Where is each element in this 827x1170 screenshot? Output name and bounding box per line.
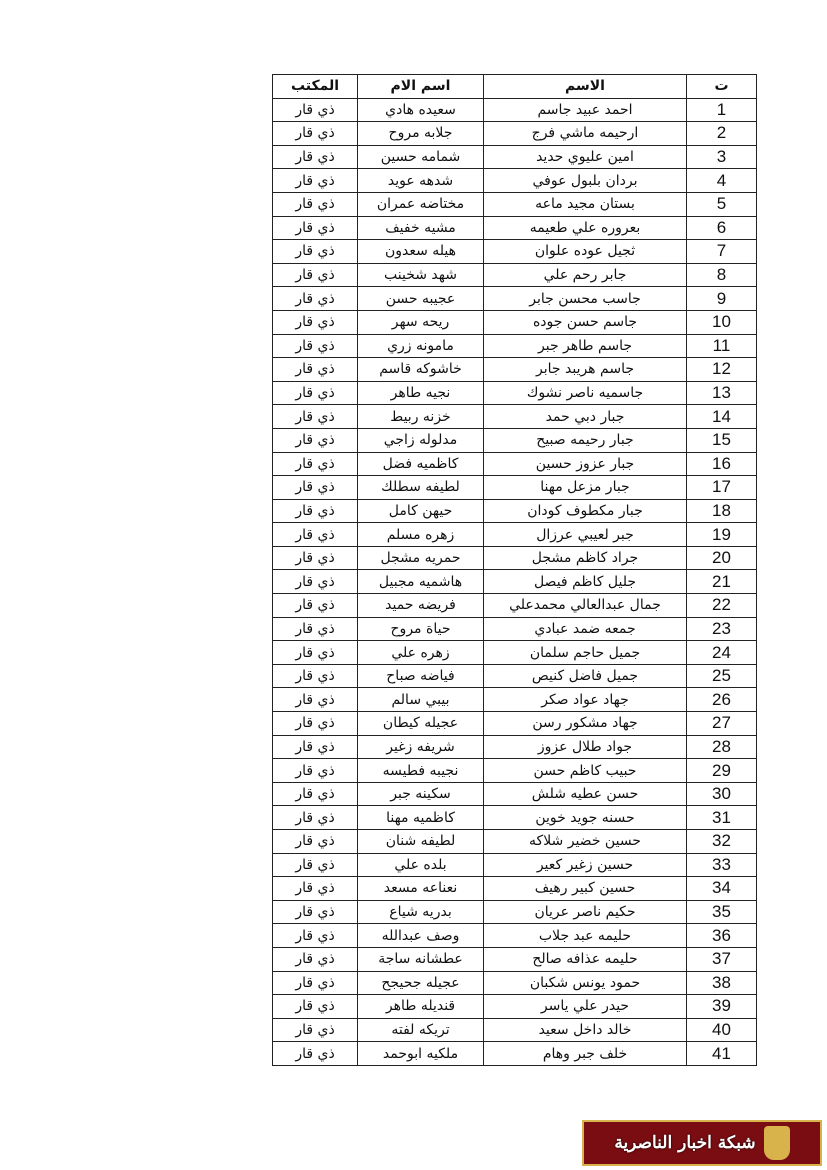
table-row: [273, 216, 757, 240]
cell-name: خلف جبر وهام: [484, 1042, 687, 1066]
cell-office: ذي قار: [273, 334, 358, 358]
cell-office: ذي قار: [273, 499, 358, 523]
cell-name: حسين خضير شلاكه: [484, 830, 687, 854]
cell-office: ذي قار: [273, 523, 358, 547]
cell-name: حمود يونس شكبان: [484, 971, 687, 995]
cell-office: ذي قار: [273, 900, 358, 924]
cell-num: 37: [687, 947, 757, 971]
table-row: [273, 476, 757, 500]
cell-num: 34: [687, 877, 757, 901]
table-row: [273, 995, 757, 1019]
table-row: [273, 381, 757, 405]
cell-name: جواد طلال عزوز: [484, 735, 687, 759]
cell-name: حسنه جويد خوين: [484, 806, 687, 830]
cell-office: ذي قار: [273, 924, 358, 948]
cell-mother: جلابه مروح: [358, 122, 484, 146]
cell-name: جاسم هريبد جابر: [484, 358, 687, 382]
cell-office: ذي قار: [273, 122, 358, 146]
cell-num: 21: [687, 570, 757, 594]
table-row: [273, 877, 757, 901]
cell-num: 26: [687, 688, 757, 712]
cell-num: 5: [687, 192, 757, 216]
cell-mother: بلده علي: [358, 853, 484, 877]
cell-office: ذي قار: [273, 830, 358, 854]
cell-mother: ريحه سهر: [358, 310, 484, 334]
cell-mother: زهره علي: [358, 641, 484, 665]
cell-name: جميل فاضل كنيص: [484, 664, 687, 688]
table-row: [273, 1042, 757, 1066]
cell-mother: خزنه ربيط: [358, 405, 484, 429]
table-row: [273, 594, 757, 618]
table-row: [273, 947, 757, 971]
cell-name: جميل حاجم سلمان: [484, 641, 687, 665]
cell-mother: مشيه خفيف: [358, 216, 484, 240]
cell-name: جمعه ضمد عبادي: [484, 617, 687, 641]
table-row: [273, 664, 757, 688]
cell-name: بعروره علي طعيمه: [484, 216, 687, 240]
cell-name: جاسميه ناصر نشوك: [484, 381, 687, 405]
cell-mother: سكينه جبر: [358, 782, 484, 806]
cell-mother: كاظميه مهنا: [358, 806, 484, 830]
table-row: [273, 192, 757, 216]
table-row: [273, 287, 757, 311]
cell-office: ذي قار: [273, 735, 358, 759]
cell-mother: نجيه طاهر: [358, 381, 484, 405]
cell-mother: سعيده هادي: [358, 98, 484, 122]
cell-mother: عجيله كيطان: [358, 712, 484, 736]
cell-name: امين عليوي حديد: [484, 145, 687, 169]
cell-name: خالد داخل سعيد: [484, 1018, 687, 1042]
cell-name: جبار مكطوف كودان: [484, 499, 687, 523]
cell-mother: فريضه حميد: [358, 594, 484, 618]
cell-office: ذي قار: [273, 1018, 358, 1042]
header-name: الاسم: [484, 75, 687, 99]
cell-mother: شمامه حسين: [358, 145, 484, 169]
cell-mother: زهره مسلم: [358, 523, 484, 547]
cell-num: 3: [687, 145, 757, 169]
cell-office: ذي قار: [273, 358, 358, 382]
cell-num: 24: [687, 641, 757, 665]
cell-office: ذي قار: [273, 452, 358, 476]
table-row: [273, 523, 757, 547]
cell-mother: بدريه شياع: [358, 900, 484, 924]
table-row: [273, 570, 757, 594]
cell-mother: عجيبه حسن: [358, 287, 484, 311]
cell-mother: مختاضه عمران: [358, 192, 484, 216]
cell-name: جهاد مشكور رسن: [484, 712, 687, 736]
cell-num: 25: [687, 664, 757, 688]
table-row: [273, 310, 757, 334]
cell-name: جراد كاظم مشجل: [484, 546, 687, 570]
table-row: [273, 900, 757, 924]
table-row: [273, 240, 757, 264]
cell-name: حسين كبير رهيف: [484, 877, 687, 901]
cell-num: 10: [687, 310, 757, 334]
cell-num: 35: [687, 900, 757, 924]
cell-mother: قنديله طاهر: [358, 995, 484, 1019]
table-row: [273, 759, 757, 783]
cell-name: حبيب كاظم حسن: [484, 759, 687, 783]
cell-name: حيدر علي ياسر: [484, 995, 687, 1019]
table-row: [273, 98, 757, 122]
cell-num: 13: [687, 381, 757, 405]
cell-mother: هيله سعدون: [358, 240, 484, 264]
cell-name: حسين زغير كعير: [484, 853, 687, 877]
cell-mother: مدلوله زاجي: [358, 428, 484, 452]
cell-num: 16: [687, 452, 757, 476]
cell-office: ذي قار: [273, 570, 358, 594]
cell-name: ثجيل عوده علوان: [484, 240, 687, 264]
cell-office: ذي قار: [273, 617, 358, 641]
table-header-row: [273, 75, 757, 99]
cell-num: 38: [687, 971, 757, 995]
cell-office: ذي قار: [273, 806, 358, 830]
cell-name: جمال عبدالعالي محمدعلي: [484, 594, 687, 618]
cell-name: جبار رحيمه صبيح: [484, 428, 687, 452]
cell-num: 28: [687, 735, 757, 759]
cell-mother: بيبي سالم: [358, 688, 484, 712]
emblem-icon: [764, 1126, 790, 1160]
watermark-text: شبكة اخبار الناصرية: [614, 1133, 756, 1153]
table-row: [273, 617, 757, 641]
cell-office: ذي قار: [273, 664, 358, 688]
cell-name: جابر رحم علي: [484, 263, 687, 287]
cell-office: ذي قار: [273, 759, 358, 783]
cell-mother: نعناعه مسعد: [358, 877, 484, 901]
cell-mother: مامونه زري: [358, 334, 484, 358]
cell-office: ذي قار: [273, 169, 358, 193]
cell-num: 31: [687, 806, 757, 830]
cell-num: 9: [687, 287, 757, 311]
cell-name: حكيم ناصر عريان: [484, 900, 687, 924]
cell-num: 20: [687, 546, 757, 570]
cell-name: جليل كاظم فيصل: [484, 570, 687, 594]
watermark-logo: [582, 1120, 822, 1166]
cell-num: 30: [687, 782, 757, 806]
cell-num: 32: [687, 830, 757, 854]
names-table: [272, 74, 757, 1066]
table-row: [273, 428, 757, 452]
cell-mother: حياة مروح: [358, 617, 484, 641]
cell-mother: خاشوكه قاسم: [358, 358, 484, 382]
cell-num: 41: [687, 1042, 757, 1066]
cell-office: ذي قار: [273, 641, 358, 665]
table-row: [273, 924, 757, 948]
cell-mother: حيهن كامل: [358, 499, 484, 523]
cell-num: 33: [687, 853, 757, 877]
cell-name: جهاد عواد صكر: [484, 688, 687, 712]
cell-office: ذي قار: [273, 263, 358, 287]
cell-office: ذي قار: [273, 240, 358, 264]
cell-name: جاسم طاهر جبر: [484, 334, 687, 358]
cell-mother: كاظميه فضل: [358, 452, 484, 476]
cell-num: 12: [687, 358, 757, 382]
cell-name: بردان بلبول عوفي: [484, 169, 687, 193]
cell-mother: هاشميه مجبيل: [358, 570, 484, 594]
cell-mother: عطشانه ساجة: [358, 947, 484, 971]
header-office: المكتب: [273, 75, 358, 99]
cell-name: بستان مجيد ماعه: [484, 192, 687, 216]
cell-mother: عجيله جحيجح: [358, 971, 484, 995]
table-row: [273, 782, 757, 806]
table-row: [273, 122, 757, 146]
cell-num: 22: [687, 594, 757, 618]
cell-office: ذي قار: [273, 688, 358, 712]
header-num: ت: [687, 75, 757, 99]
cell-mother: شدهه عويد: [358, 169, 484, 193]
table-row: [273, 688, 757, 712]
cell-num: 1: [687, 98, 757, 122]
cell-num: 2: [687, 122, 757, 146]
cell-office: ذي قار: [273, 712, 358, 736]
cell-name: جبر لعيبي عرزال: [484, 523, 687, 547]
table-row: [273, 358, 757, 382]
cell-name: حليمه عذافه صالح: [484, 947, 687, 971]
cell-office: ذي قار: [273, 192, 358, 216]
cell-num: 17: [687, 476, 757, 500]
header-mother: اسم الام: [358, 75, 484, 99]
table-row: [273, 145, 757, 169]
cell-name: ارحيمه ماشي فرج: [484, 122, 687, 146]
cell-num: 36: [687, 924, 757, 948]
cell-num: 7: [687, 240, 757, 264]
cell-office: ذي قار: [273, 287, 358, 311]
cell-num: 40: [687, 1018, 757, 1042]
cell-num: 27: [687, 712, 757, 736]
table-row: [273, 853, 757, 877]
cell-office: ذي قار: [273, 853, 358, 877]
cell-office: ذي قار: [273, 1042, 358, 1066]
cell-mother: نجيبه فطيسه: [358, 759, 484, 783]
cell-office: ذي قار: [273, 476, 358, 500]
cell-num: 4: [687, 169, 757, 193]
cell-office: ذي قار: [273, 98, 358, 122]
table-row: [273, 712, 757, 736]
cell-office: ذي قار: [273, 594, 358, 618]
cell-name: جبار دبي حمد: [484, 405, 687, 429]
table-row: [273, 169, 757, 193]
table-row: [273, 452, 757, 476]
cell-office: ذي قار: [273, 995, 358, 1019]
cell-office: ذي قار: [273, 405, 358, 429]
table-row: [273, 735, 757, 759]
cell-mother: وصف عبدالله: [358, 924, 484, 948]
cell-name: حسن عطيه شلش: [484, 782, 687, 806]
cell-num: 8: [687, 263, 757, 287]
cell-num: 14: [687, 405, 757, 429]
table-row: [273, 806, 757, 830]
cell-mother: شريفه زغير: [358, 735, 484, 759]
cell-num: 23: [687, 617, 757, 641]
cell-mother: شهد شخينب: [358, 263, 484, 287]
table-row: [273, 334, 757, 358]
cell-office: ذي قار: [273, 971, 358, 995]
cell-mother: فياضه صباح: [358, 664, 484, 688]
table-row: [273, 1018, 757, 1042]
table-row: [273, 499, 757, 523]
cell-mother: ملكيه ابوحمد: [358, 1042, 484, 1066]
table-row: [273, 263, 757, 287]
cell-name: احمد عبيد جاسم: [484, 98, 687, 122]
cell-mother: لطيفه سطلك: [358, 476, 484, 500]
cell-num: 18: [687, 499, 757, 523]
cell-mother: حمريه مشجل: [358, 546, 484, 570]
cell-office: ذي قار: [273, 310, 358, 334]
cell-office: ذي قار: [273, 782, 358, 806]
cell-num: 15: [687, 428, 757, 452]
cell-num: 19: [687, 523, 757, 547]
table-row: [273, 405, 757, 429]
cell-office: ذي قار: [273, 381, 358, 405]
cell-num: 11: [687, 334, 757, 358]
table-row: [273, 971, 757, 995]
table-row: [273, 830, 757, 854]
cell-mother: لطيفه شنان: [358, 830, 484, 854]
cell-office: ذي قار: [273, 877, 358, 901]
table-row: [273, 546, 757, 570]
cell-office: ذي قار: [273, 428, 358, 452]
cell-mother: تريكه لفته: [358, 1018, 484, 1042]
cell-num: 29: [687, 759, 757, 783]
cell-num: 39: [687, 995, 757, 1019]
table-row: [273, 641, 757, 665]
cell-name: جاسم حسن جوده: [484, 310, 687, 334]
cell-office: ذي قار: [273, 546, 358, 570]
cell-name: جبار مزعل مهنا: [484, 476, 687, 500]
cell-name: جبار عزوز حسين: [484, 452, 687, 476]
cell-office: ذي قار: [273, 216, 358, 240]
cell-office: ذي قار: [273, 947, 358, 971]
table-body: [273, 98, 757, 1065]
cell-office: ذي قار: [273, 145, 358, 169]
cell-num: 6: [687, 216, 757, 240]
cell-name: جاسب محسن جابر: [484, 287, 687, 311]
cell-name: حليمه عبد جلاب: [484, 924, 687, 948]
